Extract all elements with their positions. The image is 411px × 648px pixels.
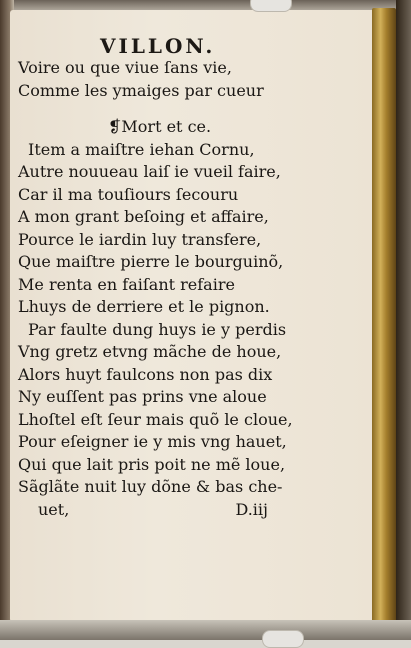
verse-line: Ny euſſent pas prins vne aloue	[18, 387, 267, 406]
verse-line: Par faulte dung huys ie y perdis	[28, 319, 287, 339]
final-verse-fragment: uet,	[38, 499, 70, 519]
verse-line: Sãglãte nuit luy dõne & bas che-	[18, 477, 283, 496]
verse-line: Alors huyt faulcons non pas dix	[18, 364, 273, 384]
text-line: Voire ou que viue ſans vie,	[18, 58, 232, 77]
verse-line: Me renta en faiſant refaire	[18, 274, 235, 294]
page-text	[18, 57, 368, 521]
section-title: ❡Mort et ce.	[108, 117, 212, 136]
verse-line: Car il ma touſiours ſecouru	[18, 184, 239, 204]
verse-line: Lhuys de derriere et le pignon.	[18, 297, 270, 316]
page-clip-top	[250, 0, 292, 12]
page-clip-bottom	[262, 630, 304, 648]
verse-line: Autre nouueau laiſ ie vueil faire,	[18, 162, 281, 181]
verse-line: Vng gretz etvng mãche de houe,	[18, 342, 282, 361]
verse-line: Lhoſtel eſt ſeur mais quõ le cloue,	[18, 409, 293, 429]
signature-row	[18, 499, 268, 522]
signature-mark: D.iij	[235, 499, 268, 519]
verse-line: A mon grant beſoing et affaire,	[18, 207, 269, 226]
running-header: VILLON.	[100, 34, 216, 58]
book-cover-edge	[396, 0, 411, 640]
text-line: Comme les ymaiges par cueur	[18, 80, 264, 100]
gilt-page-edges	[372, 8, 396, 626]
book-bottom-edge	[0, 620, 411, 640]
verse-line: Item a maiſtre iehan Cornu,	[28, 139, 255, 159]
verse-line: Pour eſeigner ie y mis vng hauet,	[18, 432, 287, 451]
verse-line: Qui que lait pris poit ne mẽ loue,	[18, 454, 286, 474]
verse-line: Que maiſtre pierre le bourguinõ,	[18, 252, 284, 271]
verse-line: Pource le iardin luy transfere,	[18, 229, 262, 249]
